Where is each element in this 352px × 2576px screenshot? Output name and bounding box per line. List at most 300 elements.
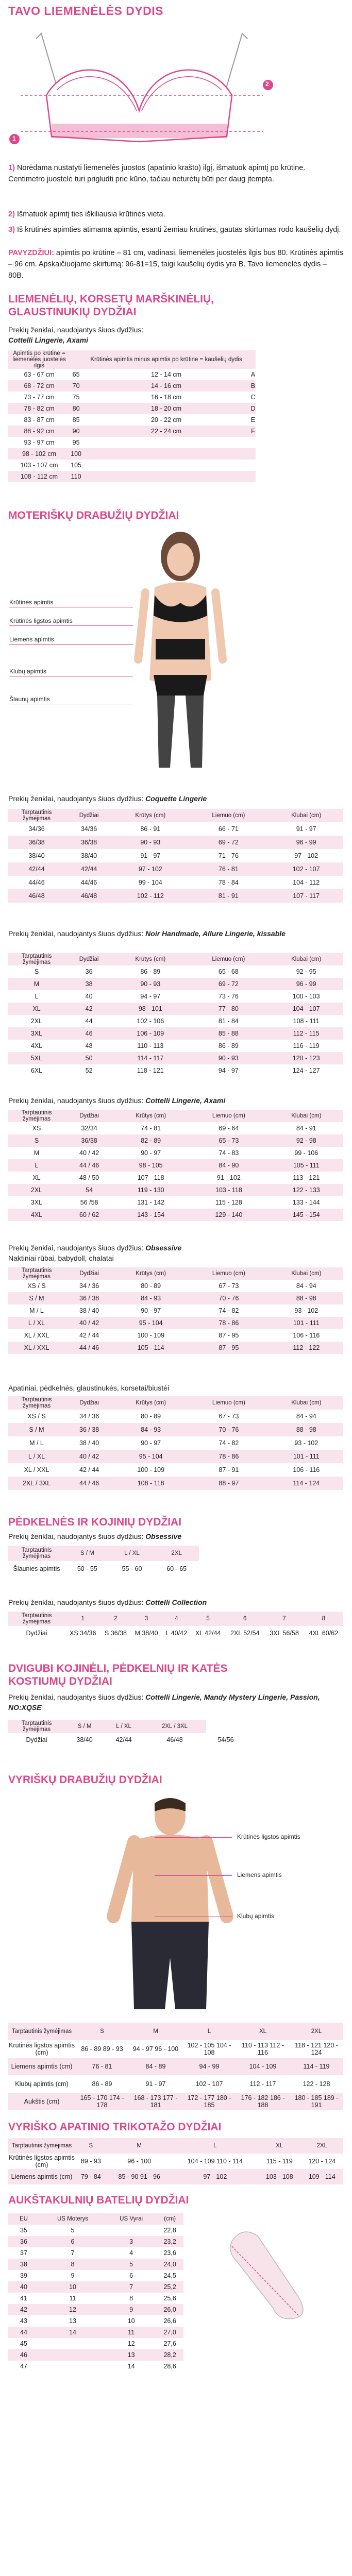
table-cell: 10 xyxy=(39,2281,106,2293)
table-header-cell: L xyxy=(182,2023,236,2040)
table-cell: 48 xyxy=(65,1040,113,1052)
table-header-cell: Krūtys (cm) xyxy=(113,1110,188,1122)
table-cell: XL xyxy=(8,1172,65,1184)
table-cell: E xyxy=(250,414,256,426)
table-row xyxy=(8,2247,183,2259)
table-cell: 38 xyxy=(8,2259,39,2270)
stockings-size-table-obsessive xyxy=(8,1546,199,1577)
table-row xyxy=(8,1561,199,1577)
table-cell: 3XL xyxy=(8,1027,65,1040)
table-cell: 48 / 50 xyxy=(65,1172,113,1184)
table-row xyxy=(8,889,343,903)
table-cell: 8 xyxy=(106,2293,156,2304)
table-row xyxy=(8,1329,343,1342)
table-cell: 90 - 97 xyxy=(113,1304,188,1317)
table-cell: 24,0 xyxy=(156,2259,183,2270)
table-row xyxy=(8,1196,343,1209)
table-cell: 66 - 71 xyxy=(188,822,269,836)
table-cell: 84 - 90 xyxy=(188,1159,270,1172)
table-cell: 84 - 89 xyxy=(129,2058,182,2075)
table-cell: 60 / 62 xyxy=(65,1209,113,1221)
table-cell: 86 - 89 89 - 93 xyxy=(75,2040,129,2058)
table-cell: 8 xyxy=(39,2259,106,2270)
table-cell: 5 xyxy=(39,2225,106,2236)
table-header-cell: S xyxy=(75,2023,129,2040)
table-cell: 100 - 109 xyxy=(113,1463,188,1477)
table-cell: 115 - 128 xyxy=(188,1196,270,1209)
table-cell: 2XL xyxy=(8,1184,65,1196)
table-cell: 77 - 80 xyxy=(188,1003,269,1015)
stockings-t1-caption: Prekių ženklai, naudojantys šiuos dydžius: Obsessive xyxy=(8,1532,182,1540)
table-cell: 176 - 182 186 - 188 xyxy=(236,2093,290,2110)
table-cell: 102 - 106 xyxy=(113,1015,188,1027)
table-row xyxy=(8,2259,183,2270)
table-cell: 10 xyxy=(106,2315,156,2327)
table-row xyxy=(8,392,256,403)
table-cell: 98 - 105 xyxy=(113,1159,188,1172)
table-cell: 5XL xyxy=(8,1052,65,1064)
table-cell: S / M xyxy=(8,1423,65,1436)
table-cell: C xyxy=(250,392,256,403)
table-row xyxy=(8,1209,343,1221)
table-cell: 90 - 97 xyxy=(113,1147,188,1159)
table-row xyxy=(8,2058,343,2075)
table-cell: 80 - 89 xyxy=(113,1280,188,1292)
table-header-row xyxy=(8,1720,245,1733)
table-cell: 103 - 118 xyxy=(188,1184,270,1196)
table-row xyxy=(8,380,256,392)
table-row xyxy=(8,1184,343,1196)
table-cell: 44 / 46 xyxy=(65,1342,113,1354)
table-cell xyxy=(82,437,250,448)
table-row xyxy=(8,990,343,1003)
table-cell: 84 - 93 xyxy=(113,1292,188,1304)
table-cell: 106 - 116 xyxy=(270,1463,343,1477)
table-cell: 91 - 102 xyxy=(188,1172,270,1184)
table-cell: 38/40 xyxy=(65,849,113,862)
table-header-cell: XL xyxy=(236,2023,290,2040)
table-cell: 109 - 114 xyxy=(301,2169,343,2184)
table-cell: M xyxy=(8,1147,65,1159)
women-size-table-noir xyxy=(8,953,343,1077)
table-cell: 3XL 56/58 xyxy=(264,1626,304,1640)
table-cell: 95 - 104 xyxy=(113,1317,188,1329)
table-cell: 63 - 67 cm xyxy=(8,369,70,380)
table-row xyxy=(8,1147,343,1159)
table-cell: 101 - 111 xyxy=(270,1317,343,1329)
table-row xyxy=(8,849,343,862)
table-header-cell: Liemuo (cm) xyxy=(188,1110,270,1122)
table-row xyxy=(8,1450,343,1463)
table-cell: 36/38 xyxy=(65,836,113,849)
table-cell: 26,6 xyxy=(156,2315,183,2327)
table-cell: 143 - 154 xyxy=(113,1209,188,1221)
table-header-cell: 2XL / 3XL xyxy=(143,1720,206,1733)
dual-size-table xyxy=(8,1720,245,1747)
table-header-cell: L xyxy=(172,2138,258,2154)
dual-caption: Prekių ženklai, naudojantys šiuos dydžius: Cottelli Lingerie, Mandy Mystery Lingerie, Passion, NO:XQSE xyxy=(8,1693,320,1711)
women-size-table-cottelli xyxy=(8,1110,343,1221)
table-cell: 34 / 36 xyxy=(65,1280,113,1292)
table-cell: 44 xyxy=(65,1015,113,1027)
table-header-cell: 2XL xyxy=(301,2138,343,2154)
table-cell: 89 - 93 xyxy=(75,2154,107,2169)
table-cell: 46/48 xyxy=(8,889,65,903)
bra-section-title: LIEMENĖLIŲ, KORSETŲ MARŠKINĖLIŲ, GLAUSTINUKIŲ DYDŽIAI xyxy=(8,293,214,318)
table-cell: 88 - 98 xyxy=(270,1292,343,1304)
table-header-cell: XL xyxy=(258,2138,300,2154)
table-cell: 34/36 xyxy=(65,822,113,836)
shoe-size-table xyxy=(8,2213,183,2372)
table-header-cell: Tarptautinis žymėjimas xyxy=(8,2023,75,2040)
table-cell: 85 - 88 xyxy=(188,1027,269,1040)
table-cell: 129 - 140 xyxy=(188,1209,270,1221)
woman-label-hips: Klubų apimtis xyxy=(9,668,47,675)
table-cell: 14 xyxy=(39,2327,106,2338)
table-cell: 74 - 82 xyxy=(188,1304,270,1317)
table-cell: 95 xyxy=(70,437,82,448)
table-cell: 100 - 109 xyxy=(113,1329,188,1342)
table-cell: B xyxy=(250,380,256,392)
table-cell: 42 / 44 xyxy=(65,1463,113,1477)
table-row xyxy=(8,1064,343,1077)
table-cell: 78 - 82 cm xyxy=(8,403,70,414)
table-cell: 40 xyxy=(65,990,113,1003)
table-cell: 40 / 42 xyxy=(65,1317,113,1329)
table-cell: 32/34 xyxy=(65,1122,113,1134)
table-cell: 119 - 130 xyxy=(113,1184,188,1196)
table-cell: S xyxy=(8,1134,65,1147)
table-cell: 101 - 111 xyxy=(270,1450,343,1463)
table-cell: 46 xyxy=(8,2349,39,2361)
table-cell: 45 xyxy=(8,2338,39,2349)
table-cell: L xyxy=(8,990,65,1003)
table-row xyxy=(8,460,256,471)
table-cell: 103 - 108 xyxy=(258,2169,300,2184)
table-cell: Aukštis (cm) xyxy=(8,2093,75,2110)
table-cell: Klubų apimtis (cm) xyxy=(8,2075,75,2093)
table-cell: XS xyxy=(8,1122,65,1134)
table-row xyxy=(8,1159,343,1172)
bra-caption: Prekių ženklai, naudojantys šiuos dydžius: Cottelli Lingerie, Axami xyxy=(8,326,144,344)
table-row xyxy=(8,448,256,460)
table-header-row xyxy=(8,1267,343,1280)
table-cell: 14 xyxy=(106,2361,156,2372)
table-row xyxy=(8,1052,343,1064)
table-cell: 90 xyxy=(70,426,82,437)
table-cell: 2XL / 3XL xyxy=(8,1477,65,1490)
table-row xyxy=(8,2304,183,2315)
men-underwear-size-table xyxy=(8,2138,343,2184)
table-row xyxy=(8,1040,343,1052)
table-row xyxy=(8,1436,343,1450)
women-size-table-lingerie xyxy=(8,1396,343,1490)
table-cell: 85 - 90 91 - 96 xyxy=(107,2169,172,2184)
table-cell: M 38/40 xyxy=(131,1626,162,1640)
woman-label-waist: Liemens apimtis xyxy=(9,636,54,643)
table-row xyxy=(8,1342,343,1354)
table-header-cell: 7 xyxy=(264,1612,304,1626)
table-header-cell: 2XL xyxy=(154,1546,199,1561)
table-cell: F xyxy=(250,426,256,437)
table-cell: 98 - 101 xyxy=(113,1003,188,1015)
table-row xyxy=(8,2327,183,2338)
table-cell: 81 - 84 xyxy=(188,1015,269,1027)
table-cell: 100 xyxy=(70,448,82,460)
marker-2: 2 xyxy=(265,80,269,88)
table-header-cell: 2XL xyxy=(290,2023,343,2040)
table-header-cell: Tarptautinis žymėjimas xyxy=(8,1546,65,1561)
table-row xyxy=(8,2281,183,2293)
table-header-cell: S / M xyxy=(65,1720,104,1733)
table-row xyxy=(8,414,256,426)
table-cell: 44 / 46 xyxy=(65,1477,113,1490)
table-row xyxy=(8,1172,343,1184)
table-cell: 108 - 112 cm xyxy=(8,471,70,482)
table-cell: 105 - 114 xyxy=(113,1342,188,1354)
table-cell: 71 - 76 xyxy=(188,849,269,862)
table-cell: 38/40 xyxy=(65,1733,104,1747)
table-cell: 78 - 86 xyxy=(188,1450,270,1463)
table-header-cell: (cm) xyxy=(156,2213,183,2225)
table-cell: 99 - 104 xyxy=(113,876,188,889)
table-cell: 87 - 91 xyxy=(188,1463,270,1477)
table-cell: S 36/38 xyxy=(100,1626,130,1640)
table-cell: 96 - 99 xyxy=(269,836,343,849)
table-header-cell: Tarptautinis žymėjimas xyxy=(8,1110,65,1122)
table-cell: 74 - 83 xyxy=(188,1147,270,1159)
table-cell: 75 xyxy=(70,392,82,403)
table-row xyxy=(8,1280,343,1292)
table-header-cell: Klubai (cm) xyxy=(270,1396,343,1410)
table-cell: 36 xyxy=(8,2236,39,2247)
table-header-row xyxy=(8,809,343,822)
table-header-cell: Krūtys (cm) xyxy=(113,809,188,822)
table-header-cell: Dydžiai xyxy=(65,1396,113,1410)
table-cell: 118 - 121 xyxy=(113,1064,188,1077)
table-cell: 116 - 119 xyxy=(269,1040,343,1052)
table-row xyxy=(8,822,343,836)
table-header-row xyxy=(8,1396,343,1410)
table-row xyxy=(8,2349,183,2361)
table-cell: 42 xyxy=(65,1003,113,1015)
table-cell: Krūtinės ligstos apimtis (cm) xyxy=(8,2040,75,2058)
table-cell: 12 - 14 cm xyxy=(82,369,250,380)
table-row xyxy=(8,471,256,482)
table-cell: 103 - 107 cm xyxy=(8,460,70,471)
step-3: 3) Iš krūtinės apimties atimama apimtis, esanti žemiau krūtinės, gautas skirtumas rodo kaušelių dydį. xyxy=(8,226,341,234)
table-cell: 94 - 97 xyxy=(188,1064,269,1077)
foot-diagram xyxy=(222,2221,320,2324)
model-photo-woman xyxy=(98,526,263,773)
table-cell: 104 - 107 xyxy=(269,1003,343,1015)
table-row xyxy=(8,2040,343,2058)
table-cell: 69 - 72 xyxy=(188,978,269,990)
table-row xyxy=(8,1122,343,1134)
table-cell: L / XL xyxy=(8,1317,65,1329)
table-cell: M / L xyxy=(8,1436,65,1450)
table-cell: 110 xyxy=(70,471,82,482)
table-cell: 120 - 123 xyxy=(269,1052,343,1064)
table-cell: 28,6 xyxy=(156,2361,183,2372)
table-cell: 38 / 40 xyxy=(65,1304,113,1317)
table-cell: 65 - 73 xyxy=(188,1134,270,1147)
table-cell: 2XL xyxy=(8,1015,65,1027)
table-row xyxy=(8,1463,343,1477)
table-row xyxy=(8,2154,343,2169)
table-cell: 44/46 xyxy=(8,876,65,889)
table-cell: 3XL xyxy=(8,1196,65,1209)
table-cell: L / XL xyxy=(8,1450,65,1463)
table-row xyxy=(8,862,343,876)
table-header-cell: 4 xyxy=(162,1612,191,1626)
table-row xyxy=(8,2293,183,2304)
table-cell: 22,8 xyxy=(156,2225,183,2236)
table-cell: 18 - 20 cm xyxy=(82,403,250,414)
stockings-section-title: PĖDKELNĖS IR KOJINIŲ DYDŽIAI xyxy=(8,1516,182,1528)
table-cell: 94 - 97 xyxy=(113,990,188,1003)
stockings-size-table-cottelli xyxy=(8,1612,343,1640)
men-size-table xyxy=(8,2023,343,2110)
table-cell: 25,2 xyxy=(156,2281,183,2293)
table-cell: 68 - 72 cm xyxy=(8,380,70,392)
model-photo-man xyxy=(77,1793,263,2009)
table-cell: 114 - 124 xyxy=(270,1477,343,1490)
table-cell: 24,5 xyxy=(156,2270,183,2281)
table-cell: 69 - 64 xyxy=(188,1122,270,1134)
table-cell: XS / S xyxy=(8,1410,65,1423)
table-cell: 46 xyxy=(65,1027,113,1040)
table-cell: 124 - 127 xyxy=(269,1064,343,1077)
table-cell: 93 - 102 xyxy=(270,1436,343,1450)
table-header-cell: 5 xyxy=(191,1612,225,1626)
table-header-cell: Dydžiai xyxy=(65,1110,113,1122)
table-header-cell: Tarptautinis žymėjimas xyxy=(8,1267,65,1280)
table-row xyxy=(8,2270,183,2281)
table-cell: 80 - 89 xyxy=(113,1410,188,1423)
table-cell: 25,6 xyxy=(156,2293,183,2304)
table-cell: 38 xyxy=(65,978,113,990)
table-header-cell: M xyxy=(107,2138,172,2154)
table-cell: 80 xyxy=(70,403,82,414)
table-cell: 38 / 40 xyxy=(65,1436,113,1450)
table-header-cell: Krūtinės apimtis minus apimtis po krūtine = kaušelių dydis xyxy=(82,350,250,369)
man-label-chest: Krūtinės ligstos apimtis xyxy=(237,1833,300,1840)
table-header-cell: Klubai (cm) xyxy=(270,1110,343,1122)
men-under-section-title: VYRIŠKO APATINIO TRIKOTAŽO DYDŽIAI xyxy=(8,2121,222,2133)
table-header-cell: Dydžiai xyxy=(65,809,113,822)
table-cell: 86 - 91 xyxy=(113,822,188,836)
table-cell: Dydžiai xyxy=(8,1626,65,1640)
table-cell: 88 - 92 cm xyxy=(8,426,70,437)
dual-section-title: DVIGUBI KOJINĖLI, PĖDKELNIŲ IR KATĖS KOSTIUMŲ DYDŽIAI xyxy=(8,1663,228,1687)
table-cell: 91 - 97 xyxy=(129,2075,182,2093)
table-cell: 7 xyxy=(39,2247,106,2259)
table-cell: 85 xyxy=(70,414,82,426)
table-cell: 55 - 60 xyxy=(110,1561,155,1577)
table-cell: XS 34/36 xyxy=(65,1626,100,1640)
table-cell: 13 xyxy=(39,2315,106,2327)
table-header-cell: Krūtys (cm) xyxy=(113,1267,188,1280)
table-cell: 36 xyxy=(65,965,113,978)
table-cell: Krūtinės ligstos apimtis (cm) xyxy=(9,2154,75,2168)
table-cell: 108 - 118 xyxy=(113,1477,188,1490)
table-cell: 104 - 109 110 - 114 xyxy=(172,2154,258,2169)
table-cell: XL 42/44 xyxy=(191,1626,225,1640)
table-cell: 82 - 89 xyxy=(113,1134,188,1147)
table-cell: 122 - 128 xyxy=(290,2075,343,2093)
table-cell: 104 - 112 xyxy=(269,876,343,889)
table-cell: 102 - 107 xyxy=(269,862,343,876)
table-row xyxy=(8,1733,245,1747)
man-label-hips: Klubų apimtis xyxy=(237,1912,275,1920)
woman-label-thigh: Šlaunų apimtis xyxy=(9,696,50,703)
table-cell xyxy=(82,471,250,482)
table-cell: 113 - 121 xyxy=(270,1172,343,1184)
table-cell: 9 xyxy=(39,2270,106,2281)
table-cell: 37 xyxy=(8,2247,39,2259)
table-cell: 12 xyxy=(39,2304,106,2315)
table-cell: 67 - 73 xyxy=(188,1280,270,1292)
table-header-cell: Klubai (cm) xyxy=(269,809,343,822)
bra-diagram xyxy=(5,28,273,155)
table-cell: 87 - 95 xyxy=(188,1342,270,1354)
table-cell: 56 /58 xyxy=(65,1196,113,1209)
table-cell: 168 - 173 177 - 181 xyxy=(129,2093,182,2110)
table-row xyxy=(8,2361,183,2372)
table-cell: 11 xyxy=(106,2327,156,2338)
table-header-cell: S / M xyxy=(65,1546,110,1561)
table-row xyxy=(8,1015,343,1027)
table-cell: 34/36 xyxy=(8,822,65,836)
table-cell: 47 xyxy=(8,2361,39,2372)
table-cell: 50 - 55 xyxy=(65,1561,110,1577)
table-row xyxy=(8,2315,183,2327)
table-cell: 27,0 xyxy=(156,2327,183,2338)
table-cell xyxy=(82,448,250,460)
table-cell: 112 - 115 xyxy=(269,1027,343,1040)
table-cell: L 40/42 xyxy=(162,1626,191,1640)
table-row xyxy=(8,1410,343,1423)
table-cell: 88 - 98 xyxy=(270,1423,343,1436)
table-cell: 43 xyxy=(8,2315,39,2327)
table-cell: XL xyxy=(8,1003,65,1015)
table-cell: 3 xyxy=(106,2236,156,2247)
table-header-cell xyxy=(70,350,82,369)
table-header-cell: Krūtys (cm) xyxy=(113,1396,188,1410)
women-section-title: MOTERIŠKŲ DRABUŽIŲ DYDŽIAI xyxy=(8,510,179,521)
table-row xyxy=(8,876,343,889)
table-row xyxy=(8,426,256,437)
table-cell: 110 - 113 xyxy=(113,1040,188,1052)
table-cell: 107 - 117 xyxy=(269,889,343,903)
table-cell: 94 - 99 xyxy=(182,2058,236,2075)
table-header-cell: Klubai (cm) xyxy=(269,953,343,965)
table-cell: M / L xyxy=(8,1304,65,1317)
table-cell: 73 - 77 cm xyxy=(8,392,70,403)
table-cell: 9 xyxy=(106,2304,156,2315)
table-header-cell: Klubai (cm) xyxy=(270,1267,343,1280)
table-cell: 36/38 xyxy=(65,1134,113,1147)
table-cell: 52 xyxy=(65,1064,113,1077)
table-cell: 106 - 109 xyxy=(113,1027,188,1040)
table-row xyxy=(8,2236,183,2247)
table-row xyxy=(8,978,343,990)
table-cell: 46/48 xyxy=(143,1733,206,1747)
table-header-cell: 6 xyxy=(225,1612,264,1626)
step-2: 2) Išmatuok apimtį ties iškiliausia krūtinės vieta. xyxy=(8,210,165,218)
table-cell: 36 / 38 xyxy=(65,1423,113,1436)
